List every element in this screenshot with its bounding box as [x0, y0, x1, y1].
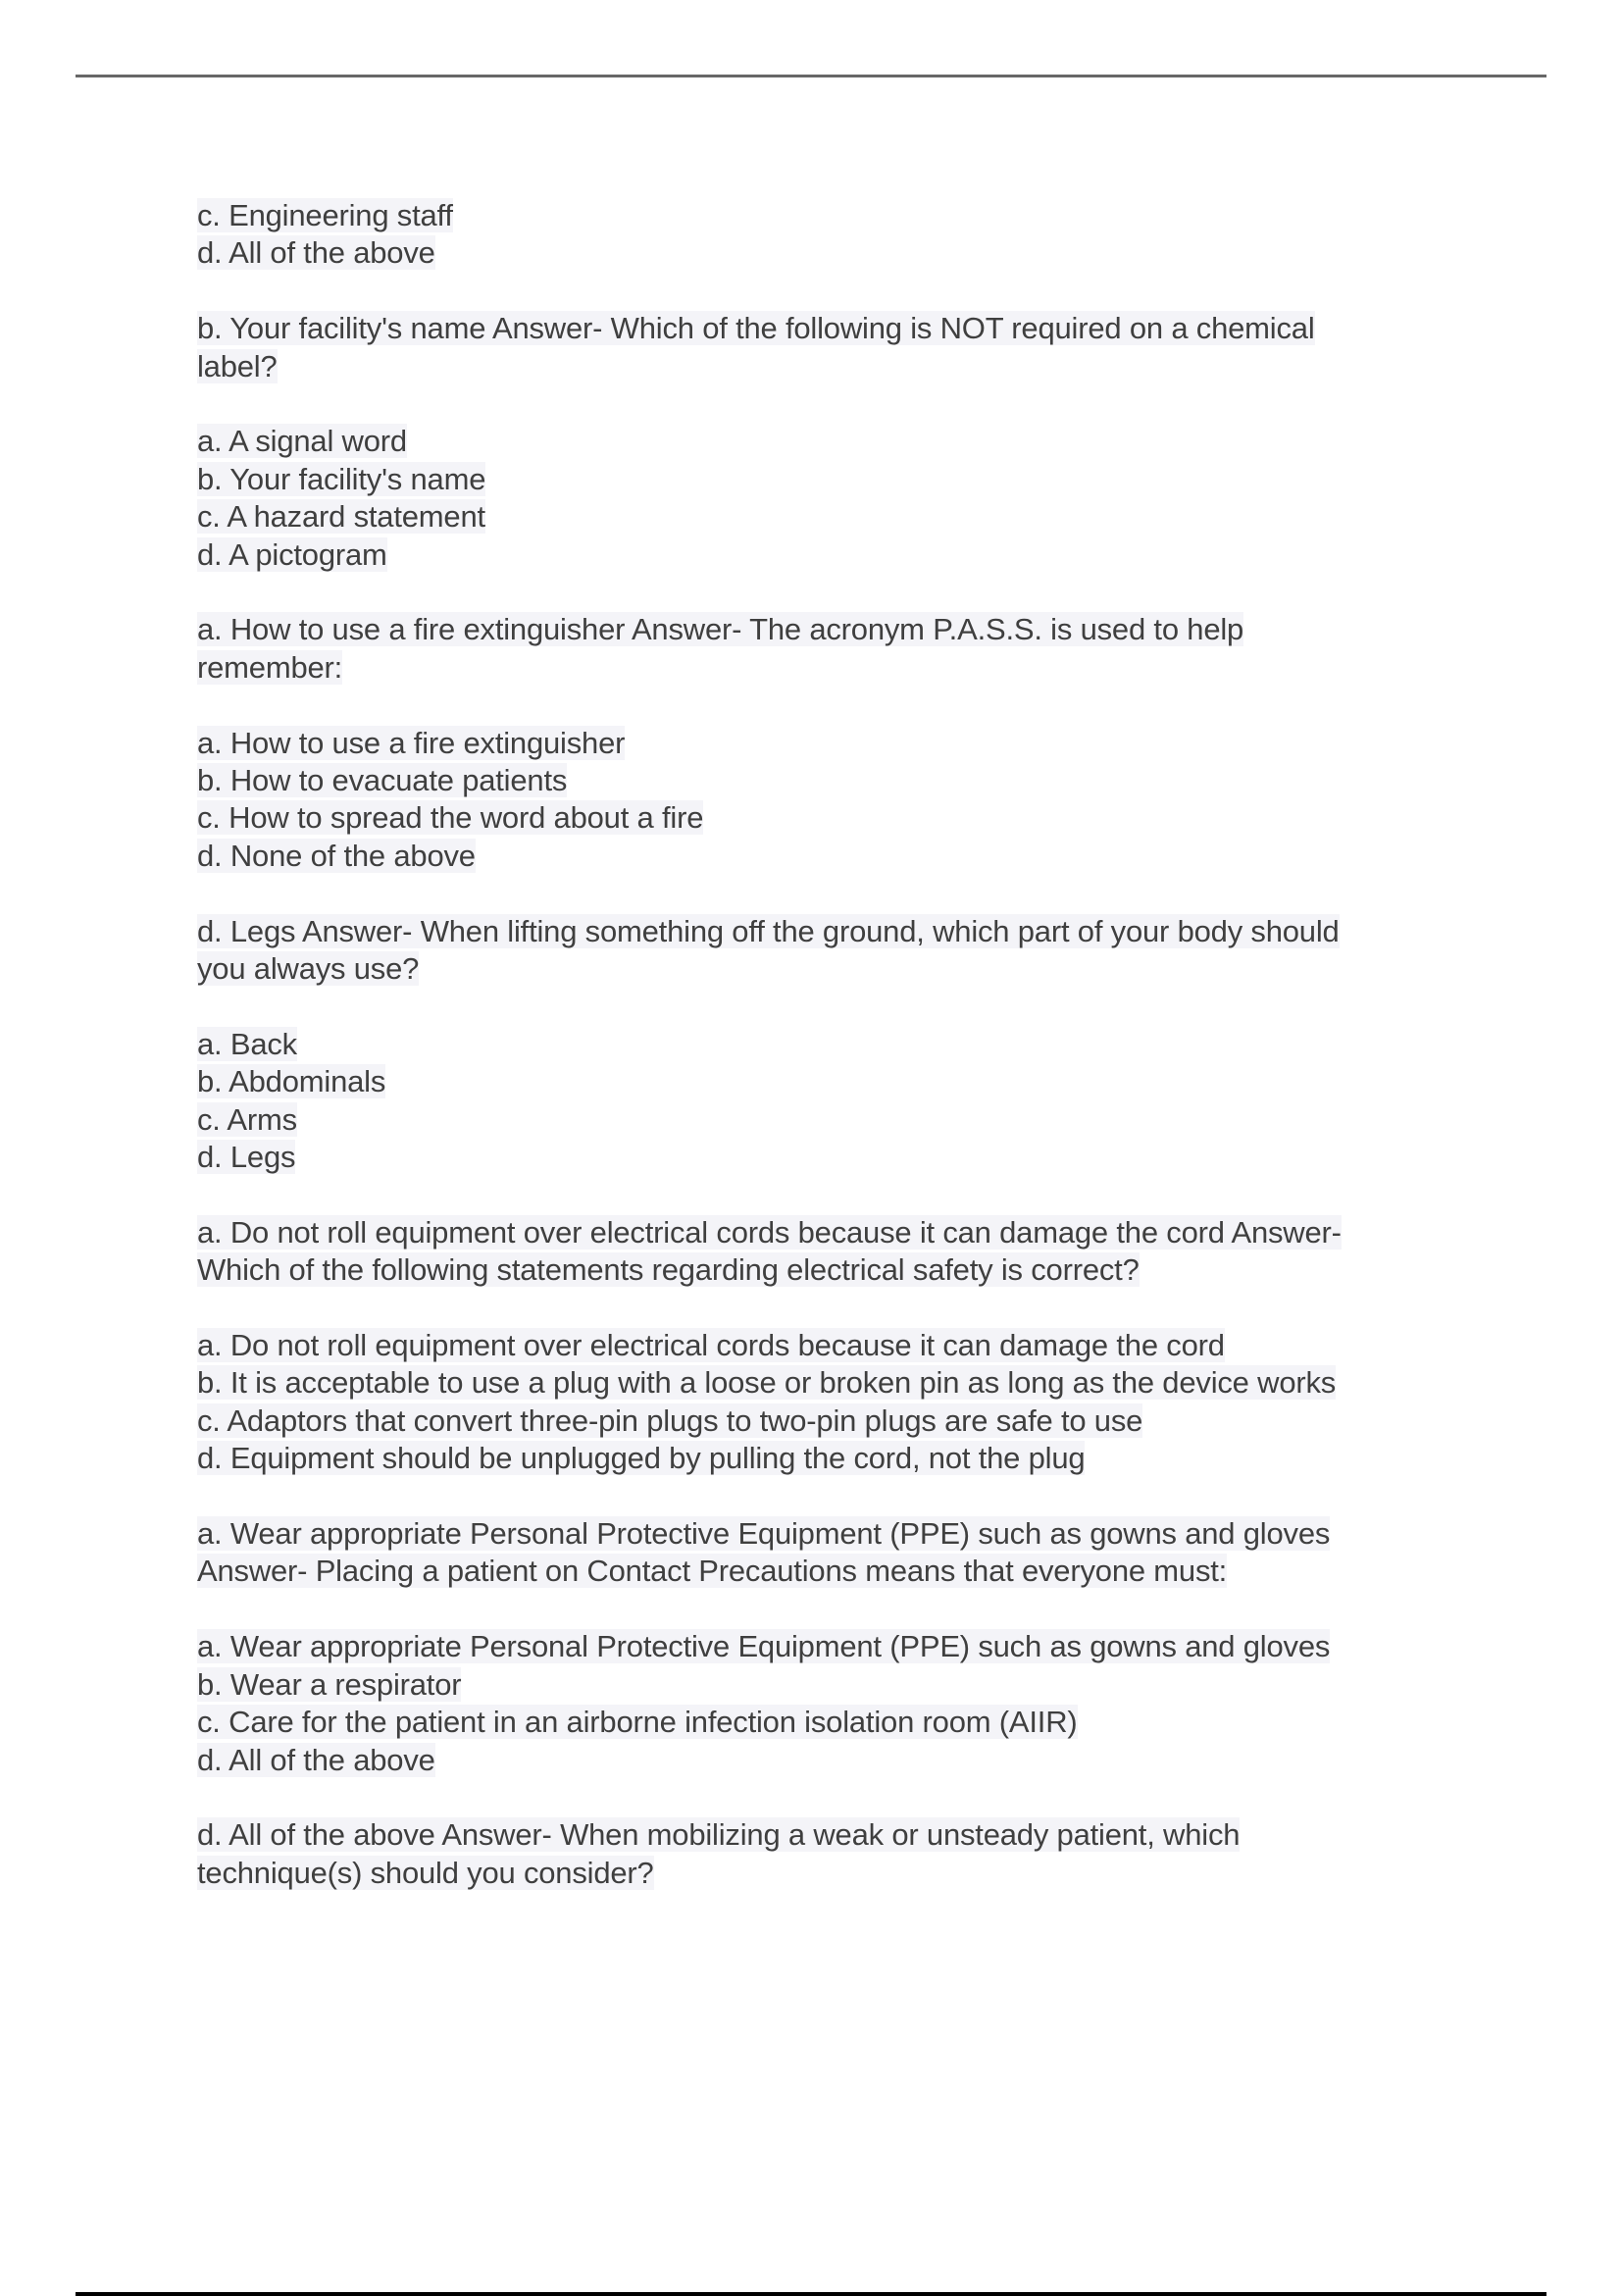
option-item: d. A pictogram: [197, 536, 387, 572]
question-line: remember:: [197, 649, 343, 685]
option-item: d. All of the above: [197, 235, 435, 271]
question-line: a. Wear appropriate Personal Protective Equipment (PPE) such as gowns and gloves: [197, 1516, 1331, 1552]
question-line: Which of the following statements regarding electrical safety is correct?: [197, 1252, 1140, 1288]
options-list: [197, 1628, 1482, 1779]
option-item: c. Adaptors that convert three-pin plugs to two-pin plugs are safe to use: [197, 1403, 1143, 1438]
options-list: [197, 423, 1482, 574]
question-answer: [197, 310, 1482, 385]
option-item: c. Care for the patient in an airborne infection isolation room (AIIR): [197, 1705, 1078, 1740]
question-line: a. Do not roll equipment over electrical cords because it can damage the cord Answer-: [197, 1214, 1342, 1250]
question-line: you always use?: [197, 951, 420, 987]
option-item: c. Engineering staff: [197, 198, 453, 232]
document-body: [197, 197, 1482, 1930]
options-list: [197, 1026, 1482, 1177]
question-line: label?: [197, 348, 278, 383]
option-item: b. Wear a respirator: [197, 1666, 462, 1702]
question-line: d. All of the above Answer- When mobilizing a weak or unsteady patient, which: [197, 1817, 1241, 1853]
question-answer: [197, 1816, 1482, 1892]
footer-rule: [76, 2292, 1546, 2296]
question-answer: [197, 1515, 1482, 1591]
option-item: d. None of the above: [197, 838, 476, 873]
option-item: c. How to spread the word about a fire: [197, 800, 704, 836]
options-list: [197, 197, 1482, 273]
option-item: a. Back: [197, 1026, 297, 1061]
option-item: c. A hazard statement: [197, 499, 485, 535]
header-rule: [76, 75, 1546, 77]
option-item: b. Abdominals: [197, 1064, 386, 1099]
question-line: b. Your facility's name Answer- Which of the following is NOT required on a chemical: [197, 311, 1315, 346]
question-line: technique(s) should you consider?: [197, 1855, 654, 1890]
question-line: d. Legs Answer- When lifting something off the ground, which part of your body should: [197, 913, 1340, 948]
option-item: b. Your facility's name: [197, 461, 486, 496]
question-line: Answer- Placing a patient on Contact Precautions means that everyone must:: [197, 1554, 1228, 1589]
option-item: c. Arms: [197, 1101, 297, 1137]
options-list: [197, 725, 1482, 876]
option-item: d. All of the above: [197, 1742, 435, 1777]
option-item: d. Equipment should be unplugged by pulling the cord, not the plug: [197, 1441, 1086, 1476]
options-list: [197, 1327, 1482, 1478]
option-item: a. Wear appropriate Personal Protective Equipment (PPE) such as gowns and gloves: [197, 1629, 1331, 1664]
option-item: a. How to use a fire extinguisher: [197, 725, 626, 760]
option-item: a. A signal word: [197, 424, 407, 459]
option-item: b. It is acceptable to use a plug with a loose or broken pin as long as the device works: [197, 1365, 1337, 1401]
option-item: b. How to evacuate patients: [197, 763, 568, 798]
option-item: a. Do not roll equipment over electrical cords because it can damage the cord: [197, 1328, 1225, 1363]
question-line: a. How to use a fire extinguisher Answer- The acronym P.A.S.S. is used to help: [197, 612, 1244, 647]
question-answer: [197, 611, 1482, 687]
question-answer: [197, 913, 1482, 989]
question-answer: [197, 1214, 1482, 1290]
option-item: d. Legs: [197, 1140, 296, 1175]
